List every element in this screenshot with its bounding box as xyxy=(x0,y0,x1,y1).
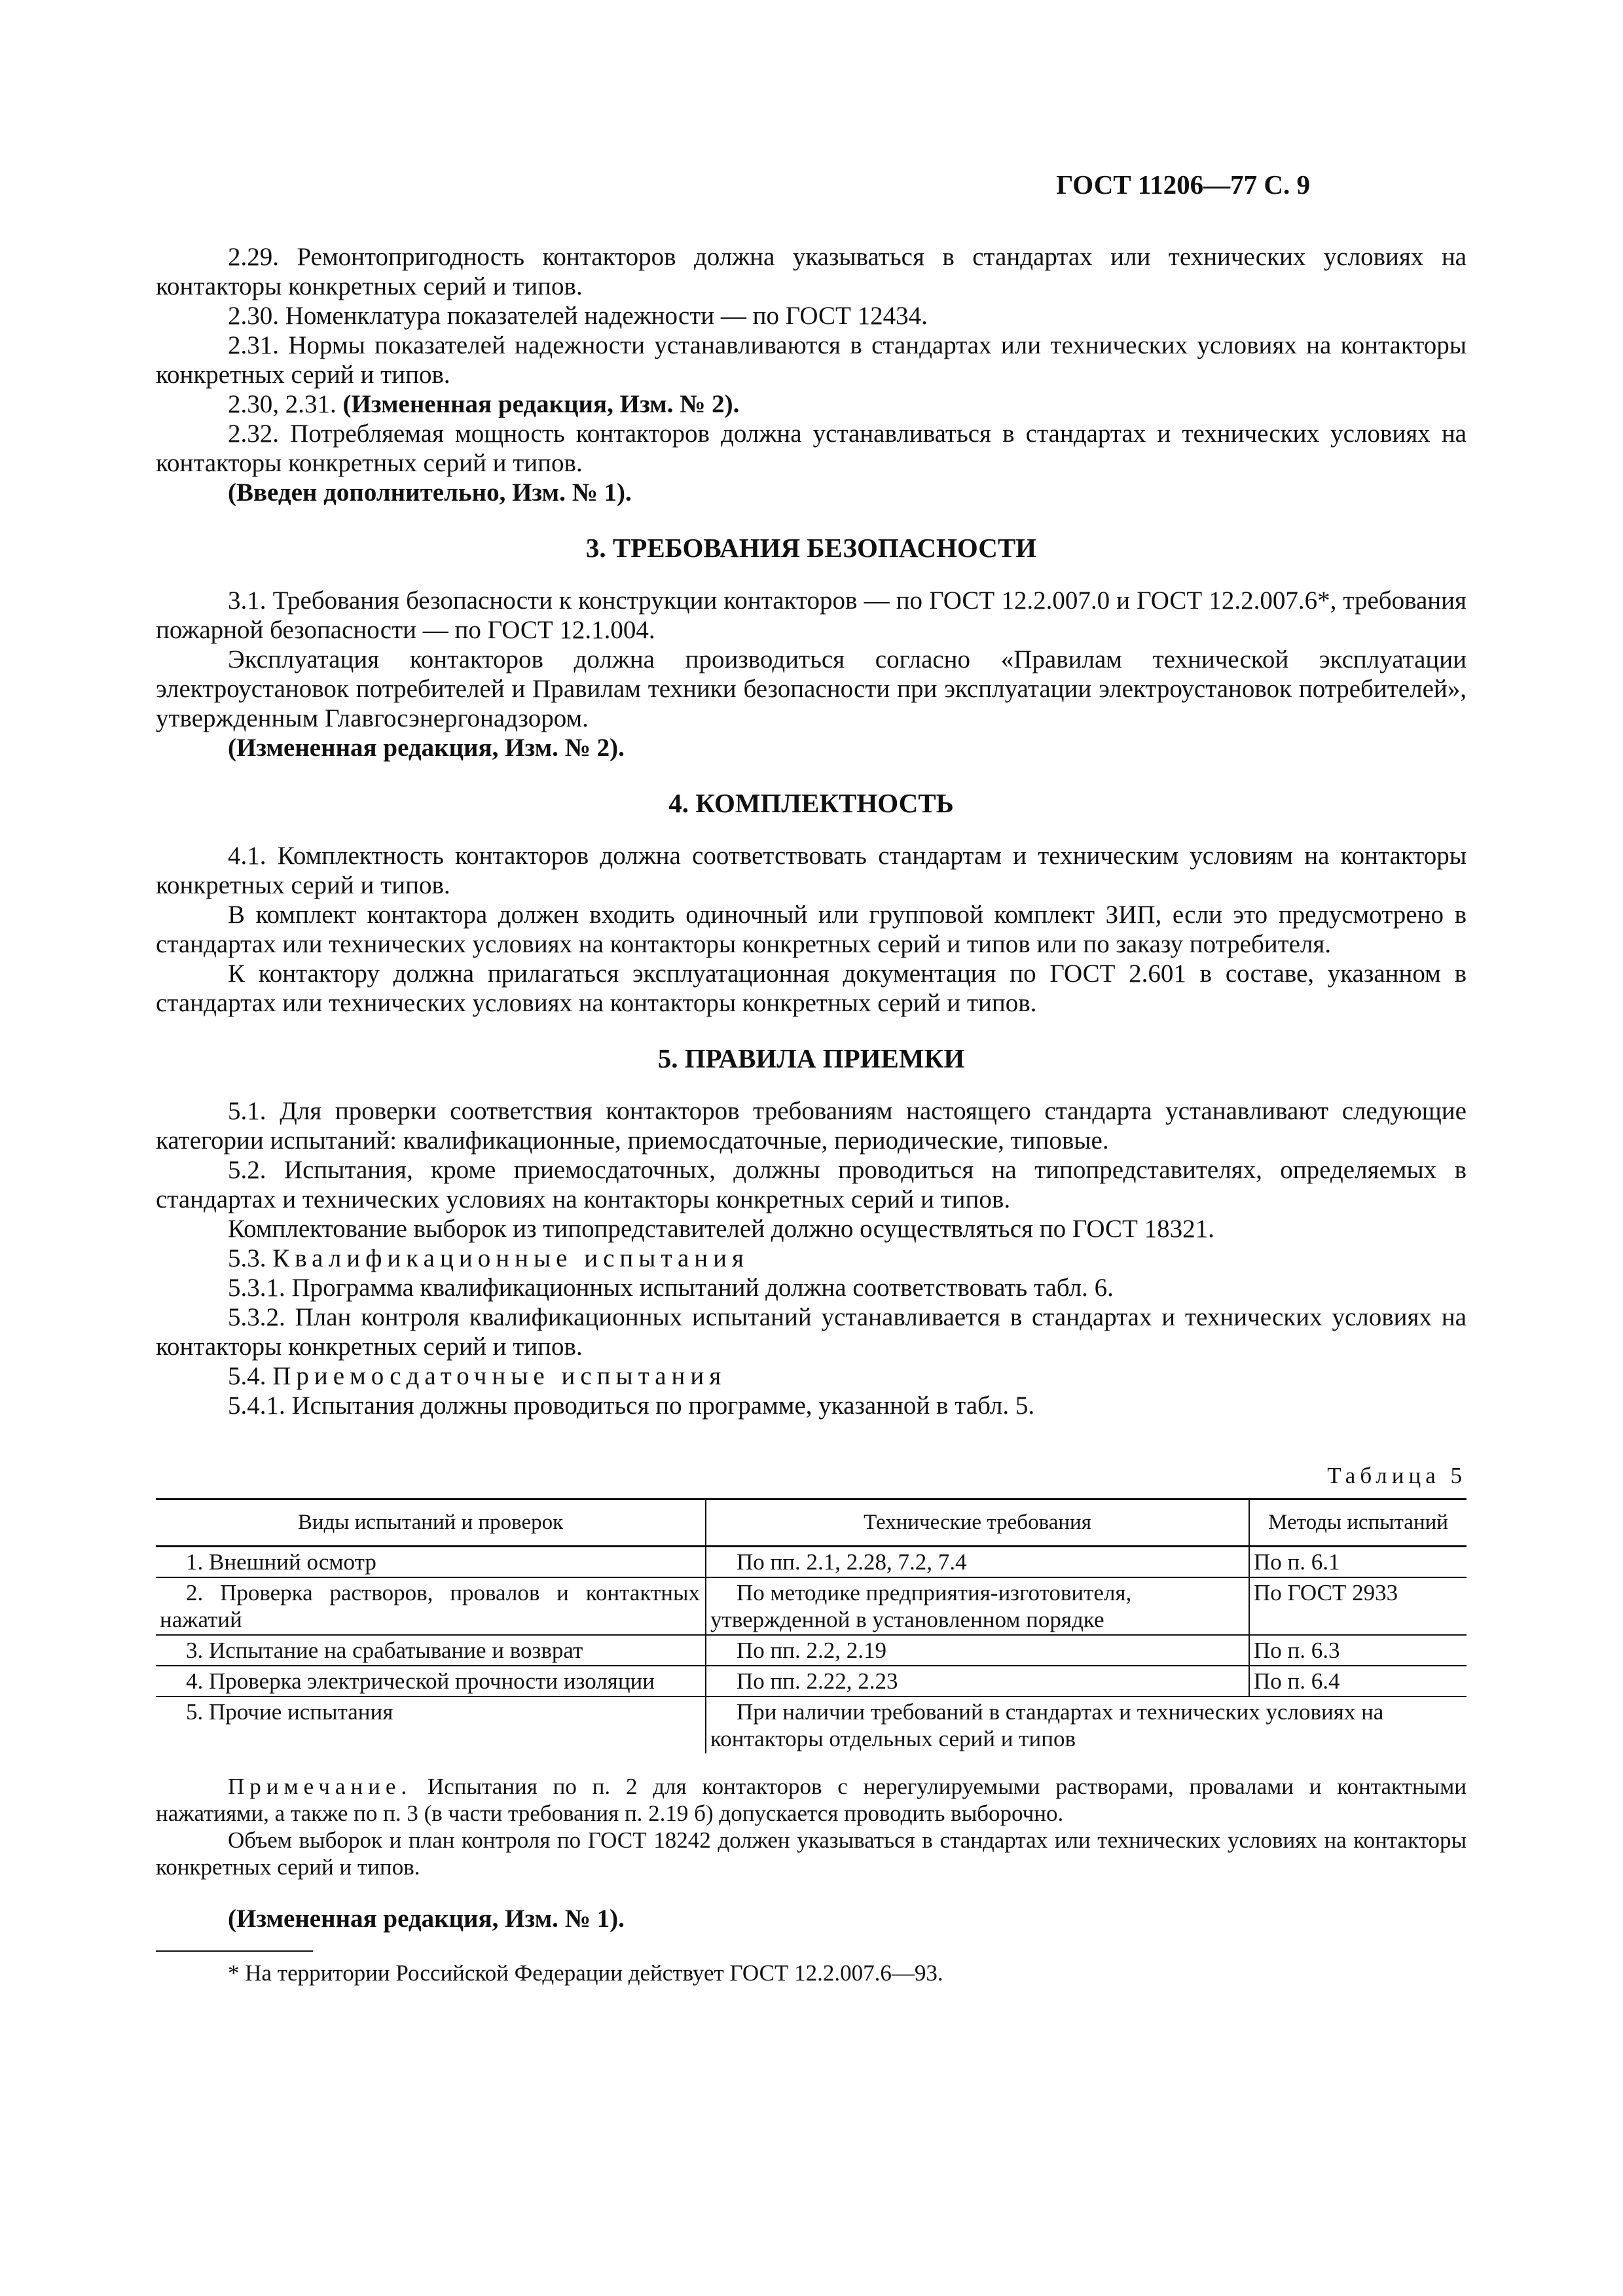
table-cell-requirement-merged: При наличии требований в стандартах и технических условиях на контакторы отдельных серий и типов xyxy=(706,1696,1467,1753)
paragraph-5-4 xyxy=(156,1361,1467,1391)
table-row xyxy=(156,1696,1467,1753)
table-cell-test: 5. Прочие испытания xyxy=(186,1699,393,1725)
table-cell-requirement: По пп. 2.1, 2.28, 7.2, 7.4 xyxy=(706,1547,1249,1578)
table-5 xyxy=(156,1498,1467,1753)
note-text: Испытания по п. 2 для контакторов с нерегулируемыми растворами, провалами и контактными нажатиями, а также по п. 3 (в части требования п. 2.19 б) допускается проводить выборочно. xyxy=(156,1774,1467,1826)
paragraph-5-3-title: Квалификационные испытания xyxy=(272,1244,749,1272)
table-cell-test: 4. Проверка электрической прочности изоляции xyxy=(156,1666,706,1696)
table-cell-method: По ГОСТ 2933 xyxy=(1249,1577,1467,1635)
amendment-note: (Измененная редакция, Изм. № 2). xyxy=(342,390,740,418)
table-header-methods: Методы испытаний xyxy=(1249,1499,1467,1547)
table-cell-requirement: По пп. 2.22, 2.23 xyxy=(706,1666,1249,1696)
amendment-prefix: 2.30, 2.31. xyxy=(228,390,343,418)
section-3-title: 3. ТРЕБОВАНИЯ БЕЗОПАСНОСТИ xyxy=(585,533,1037,563)
amendment-2-32: (Введен дополнительно, Изм. № 1). xyxy=(228,478,632,507)
amendment-final: (Измененная редакция, Изм. № 1). xyxy=(228,1905,625,1933)
amendment-2-30-2-31 xyxy=(156,389,1467,419)
paragraph-5-4-title: Приемосдаточные испытания xyxy=(272,1362,727,1390)
paragraph-5-2: 5.2. Испытания, кроме приемосдаточных, должны проводиться на типопредставителях, определяемых в стандартах и технических условиях на контакторы конкретных серий и типов. xyxy=(156,1156,1467,1213)
table-header-test-types: Виды испытаний и проверок xyxy=(156,1499,706,1547)
paragraph-5-1: 5.1. Для проверки соответствия контакторов требованиям настоящего стандарта устанавливают следующие категории испытаний: квалификационные, приемосдаточные, периодические, типовые. xyxy=(156,1097,1467,1155)
table-row xyxy=(156,1635,1467,1666)
paragraph-2-30: 2.30. Номенклатура показателей надежности — по ГОСТ 12434. xyxy=(228,302,928,330)
table-cell-method: По п. 6.4 xyxy=(1249,1666,1467,1696)
table-cell-requirement: По пп. 2.2, 2.19 xyxy=(706,1635,1249,1666)
table-row xyxy=(156,1666,1467,1696)
paragraph-4-docs: К контактору должна прилагаться эксплуатационная документация по ГОСТ 2.601 в составе, указанном в стандартах или технических условиях на контакторы конкретных серий и типов. xyxy=(156,960,1467,1017)
paragraph-4-zip: В комплект контактора должен входить одиночный или групповой комплект ЗИП, если это предусмотрено в стандартах или технических условиях на контакторы конкретных серий и типов или по заказу потребителя. xyxy=(156,901,1467,958)
paragraph-5-3-1: 5.3.1. Программа квалификационных испытаний должна соответствовать табл. 6. xyxy=(228,1274,1114,1302)
table-note xyxy=(156,1773,1467,1827)
paragraph-5-3-number: 5.3. xyxy=(228,1244,273,1272)
table-cell-requirement: По методике предприятия-изготовителя, утвержденной в установленном порядке xyxy=(706,1577,1249,1635)
table-cell-method: По п. 6.1 xyxy=(1249,1547,1467,1578)
note-label: Примечание. xyxy=(228,1774,412,1799)
paragraph-5-2-samples: Комплектование выборок из типопредставителей должно осуществляться по ГОСТ 18321. xyxy=(228,1215,1214,1243)
table-row xyxy=(156,1547,1467,1578)
section-5-title: 5. ПРАВИЛА ПРИЕМКИ xyxy=(657,1043,965,1073)
paragraph-4-1: 4.1. Комплектность контакторов должна соответствовать стандартам и техническим условиям на контакторы конкретных серий и типов. xyxy=(156,842,1467,899)
paragraph-3-operation: Эксплуатация контакторов должна производиться согласно «Правилам технической эксплуатации электроустановок потребителей и Правилам техники безопасности при эксплуатации электроустановок потребителей», утвержденным Главгосэнергонадзором. xyxy=(156,645,1467,732)
paragraph-3-1: 3.1. Требования безопасности к конструкции контакторов — по ГОСТ 12.2.007.0 и ГОСТ 12.2.007.6*, требования пожарной безопасности — по ГОСТ 12.1.004. xyxy=(156,586,1467,644)
table-cell-test: 1. Внешний осмотр xyxy=(156,1547,706,1578)
paragraph-2-32: 2.32. Потребляемая мощность контакторов должна устанавливаться в стандартах и технических условиях на контакторы конкретных серий и типов. xyxy=(156,420,1467,477)
footnote: * На территории Российской Федерации действует ГОСТ 12.2.007.6—93. xyxy=(228,1960,943,1986)
paragraph-5-3-2: 5.3.2. План контроля квалификационных испытаний устанавливается в стандартах и технических условиях на контакторы конкретных серий и типов. xyxy=(156,1303,1467,1361)
table-header-row xyxy=(156,1499,1467,1547)
paragraph-2-31: 2.31. Нормы показателей надежности устанавливаются в стандартах или технических условиях на контакторы конкретных серий и типов. xyxy=(156,331,1467,389)
paragraph-2-29: 2.29. Ремонтопригодность контакторов должна указываться в стандартах или технических условиях на контакторы конкретных серий и типов. xyxy=(156,243,1467,300)
paragraph-5-3 xyxy=(156,1244,1467,1273)
table-row xyxy=(156,1577,1467,1635)
table-cell-test: 2. Проверка растворов, провалов и контактных нажатий xyxy=(156,1577,706,1635)
page-header: ГОСТ 11206—77 С. 9 xyxy=(1056,170,1310,200)
document-body xyxy=(156,242,1467,1986)
section-4-title: 4. КОМПЛЕКТНОСТЬ xyxy=(668,788,954,818)
table-5-caption: Таблица 5 xyxy=(1327,1463,1467,1488)
paragraph-5-4-number: 5.4. xyxy=(228,1362,273,1390)
table-header-requirements: Технические требования xyxy=(706,1499,1249,1547)
table-cell-method: По п. 6.3 xyxy=(1249,1635,1467,1666)
note-sampling: Объем выборок и план контроля по ГОСТ 18242 должен указываться в стандартах или технических условиях на контакторы конкретных серий и типов. xyxy=(156,1827,1467,1880)
footnote-divider xyxy=(156,1950,313,1952)
table-cell-test: 3. Испытание на срабатывание и возврат xyxy=(156,1635,706,1666)
paragraph-5-4-1: 5.4.1. Испытания должны проводиться по программе, указанной в табл. 5. xyxy=(228,1391,1035,1420)
amendment-section-3: (Измененная редакция, Изм. № 2). xyxy=(228,734,625,762)
